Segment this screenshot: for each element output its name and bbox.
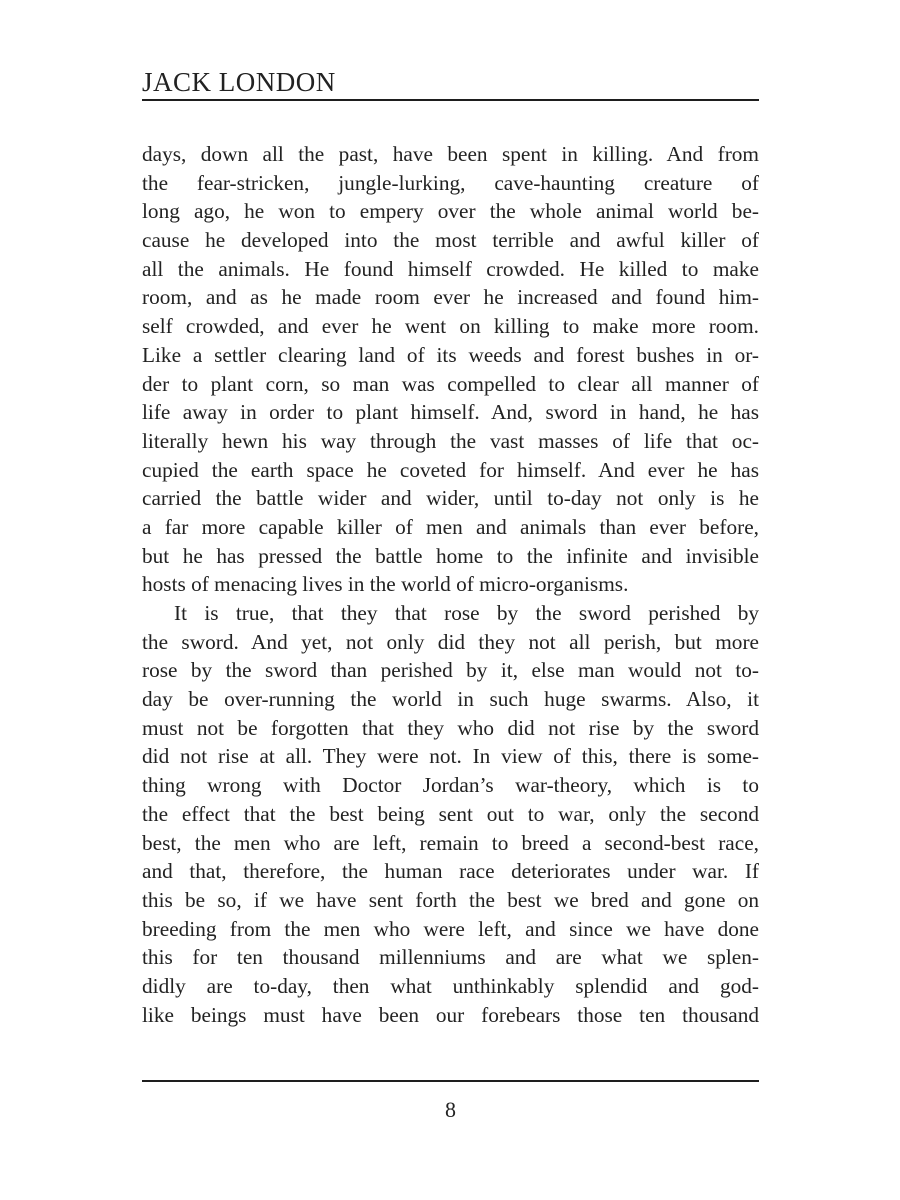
text-line: days, down all the past, have been spent in killing. And from xyxy=(142,142,759,166)
text-line: a far more capable killer of men and animals than ever before, xyxy=(142,514,759,539)
paragraph-end-line: hosts of menacing lives in the world of micro-organisms. xyxy=(142,572,629,597)
text-line: must not be forgotten that they who did not rise by the sword xyxy=(142,715,759,740)
text-line: the sword. And yet, not only did they not all perish, but more xyxy=(142,629,759,654)
text-line: cause he developed into the most terrible and awful killer of xyxy=(142,228,759,253)
text-line: this for ten thousand millenniums and are what we splen- xyxy=(142,945,759,970)
text-line: thing wrong with Doctor Jordan’s war-theory, which is to xyxy=(142,773,759,798)
text-line: like beings must have been our forebears those ten thousand xyxy=(142,1002,759,1027)
running-head-title: JACK LONDON xyxy=(142,67,336,97)
text-line: breeding from the men who were left, and since we have done xyxy=(142,916,759,941)
text-line: best, the men who are left, remain to breed a second-best race, xyxy=(142,830,759,855)
text-line: but he has pressed the battle home to the infinite and invisible xyxy=(142,543,759,568)
text-line: the effect that the best being sent out to war, only the second xyxy=(142,801,759,826)
page-number: 8 xyxy=(445,1097,456,1122)
text-line: and that, therefore, the human race deteriorates under war. If xyxy=(142,859,759,884)
text-line: rose by the sword than perished by it, else man would not to- xyxy=(142,658,759,683)
text-line: room, and as he made room ever he increased and found him- xyxy=(142,285,759,310)
text-line: this be so, if we have sent forth the best we bred and gone on xyxy=(142,887,759,912)
text-line: didly are to-day, then what unthinkably splendid and god- xyxy=(142,973,759,998)
paragraph-start-line: It is true, that they that rose by the sword perished by xyxy=(174,601,759,625)
text-line: the fear-stricken, jungle-lurking, cave-haunting creature of xyxy=(142,170,759,195)
text-line: life away in order to plant himself. And, sword in hand, he has xyxy=(142,400,759,425)
text-line: self crowded, and ever he went on killing to make more room. xyxy=(142,314,759,339)
body-text xyxy=(142,140,759,1029)
text-line: long ago, he won to empery over the whole animal world be- xyxy=(142,199,759,224)
footer-rule xyxy=(142,1080,759,1082)
text-line: day be over-running the world in such huge swarms. Also, it xyxy=(142,687,759,712)
book-page xyxy=(142,0,759,1200)
text-line: carried the battle wider and wider, until to-day not only is he xyxy=(142,486,759,511)
text-line: der to plant corn, so man was compelled to clear all manner of xyxy=(142,371,759,396)
text-line: cupied the earth space he coveted for himself. And ever he has xyxy=(142,457,759,482)
text-line: did not rise at all. They were not. In view of this, there is some- xyxy=(142,744,759,769)
header-rule xyxy=(142,99,759,101)
text-line: Like a settler clearing land of its weeds and forest bushes in or- xyxy=(142,342,759,367)
text-line: literally hewn his way through the vast masses of life that oc- xyxy=(142,428,759,453)
text-line: all the animals. He found himself crowded. He killed to make xyxy=(142,256,759,281)
